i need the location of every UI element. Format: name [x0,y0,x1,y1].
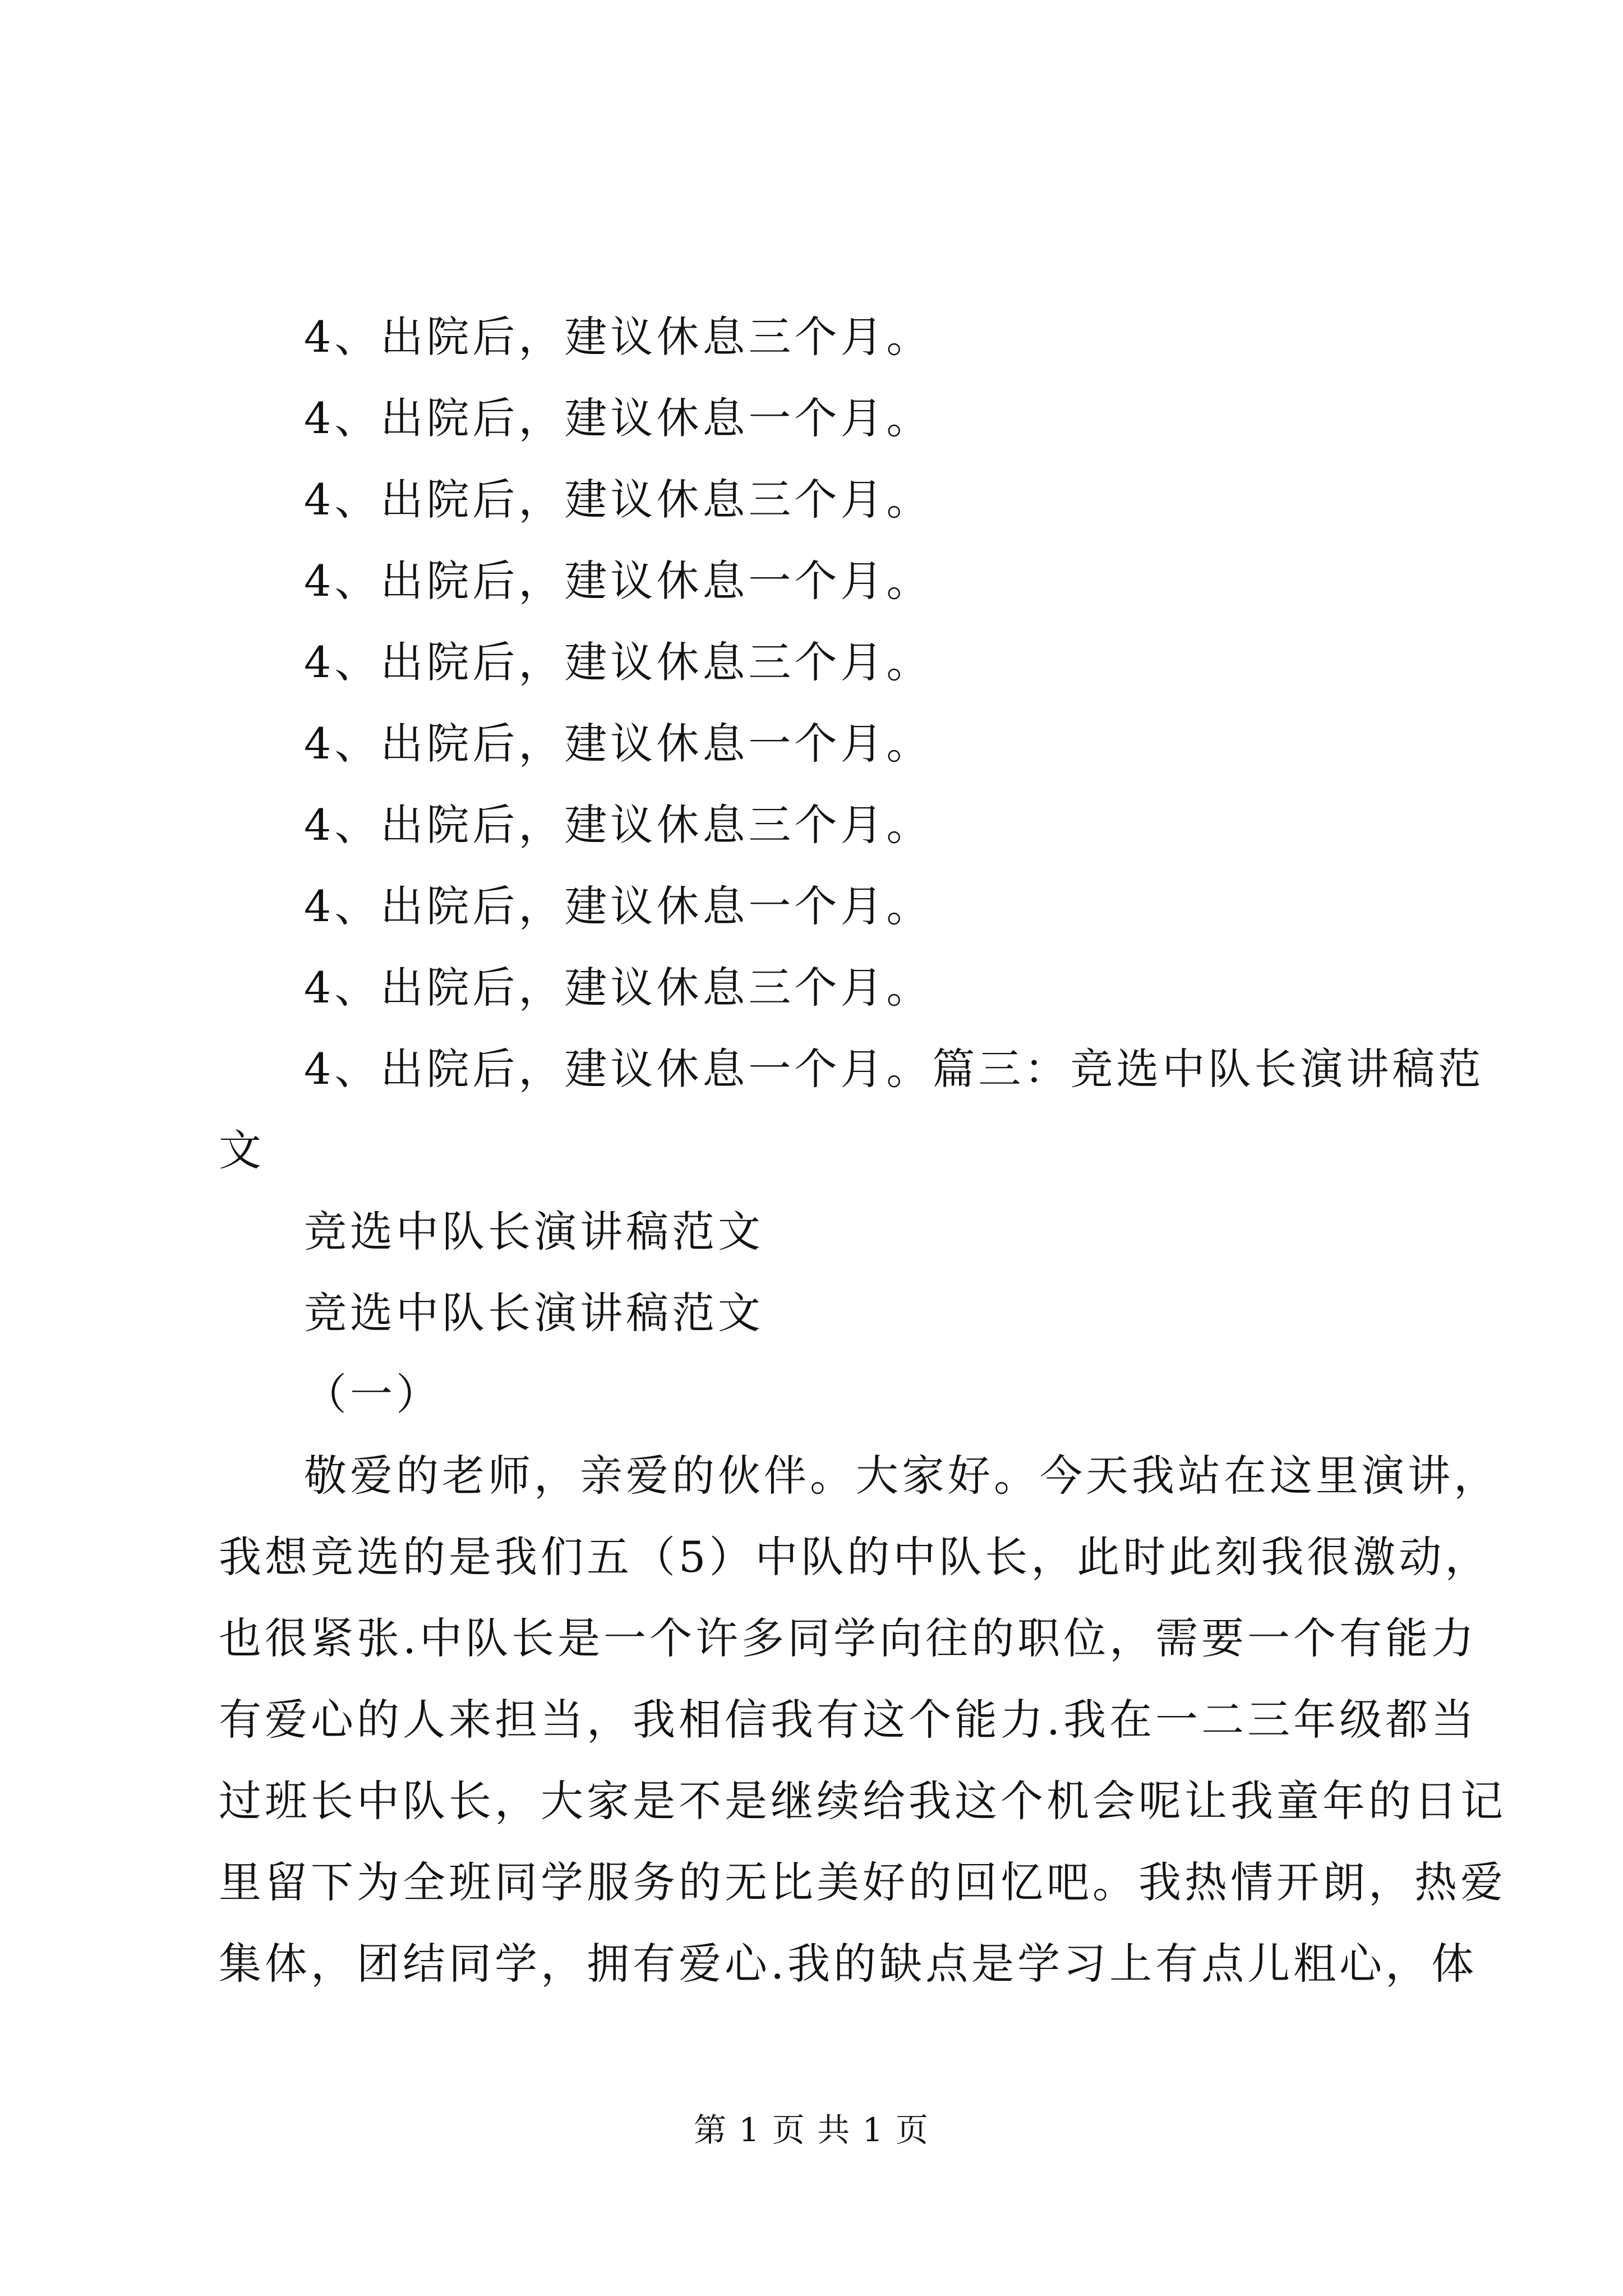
paragraph-line: 我想竞选的是我们五（5）中队的中队长，此时此刻我很激动， [219,1532,1491,1582]
document-body [219,296,1506,2004]
list-line: 4、出院后，建议休息三个月。 [304,475,933,524]
paragraph-line: 有爱心的人来担当，我相信我有这个能力.我在一二三年级都当 [219,1695,1478,1745]
merged-heading-line: 4、出院后，建议休息一个月。篇三：竞选中队长演讲稿范 [304,1044,1484,1094]
section-marker: （一） [304,1369,442,1419]
list-line: 4、出院后，建议休息一个月。 [304,556,933,606]
paragraph-line: 过班长中队长，大家是不是继续给我这个机会呢让我童年的日记 [219,1776,1506,1826]
paragraph-line: 集体，团结同学，拥有爱心.我的缺点是学习上有点儿粗心，体 [219,1939,1478,1989]
page-footer: 第 1 页 共 1 页 [694,2111,929,2149]
list-line: 4、出院后，建议休息一个月。 [304,881,933,931]
paragraph-line: 也很紧张.中队长是一个许多同学向往的职位，需要一个有能力 [219,1613,1478,1663]
list-line: 4、出院后，建议休息三个月。 [304,637,933,687]
paragraph-line: 敬爱的老师，亲爱的伙伴。大家好。今天我站在这里演讲， [304,1451,1500,1501]
list-line: 4、出院后，建议休息一个月。 [304,719,933,769]
paragraph-line: 里留下为全班同学服务的无比美好的回忆吧。我热情开朗，热爱 [219,1857,1506,1907]
essay-title-repeat: 竞选中队长演讲稿范文 [304,1288,764,1338]
merged-heading-line-cont: 文 [219,1125,265,1175]
list-line: 4、出院后，建议休息三个月。 [304,312,933,362]
essay-title: 竞选中队长演讲稿范文 [304,1207,764,1257]
list-line: 4、出院后，建议休息三个月。 [304,963,933,1013]
list-line: 4、出院后，建议休息一个月。 [304,393,933,443]
list-line: 4、出院后，建议休息三个月。 [304,800,933,850]
